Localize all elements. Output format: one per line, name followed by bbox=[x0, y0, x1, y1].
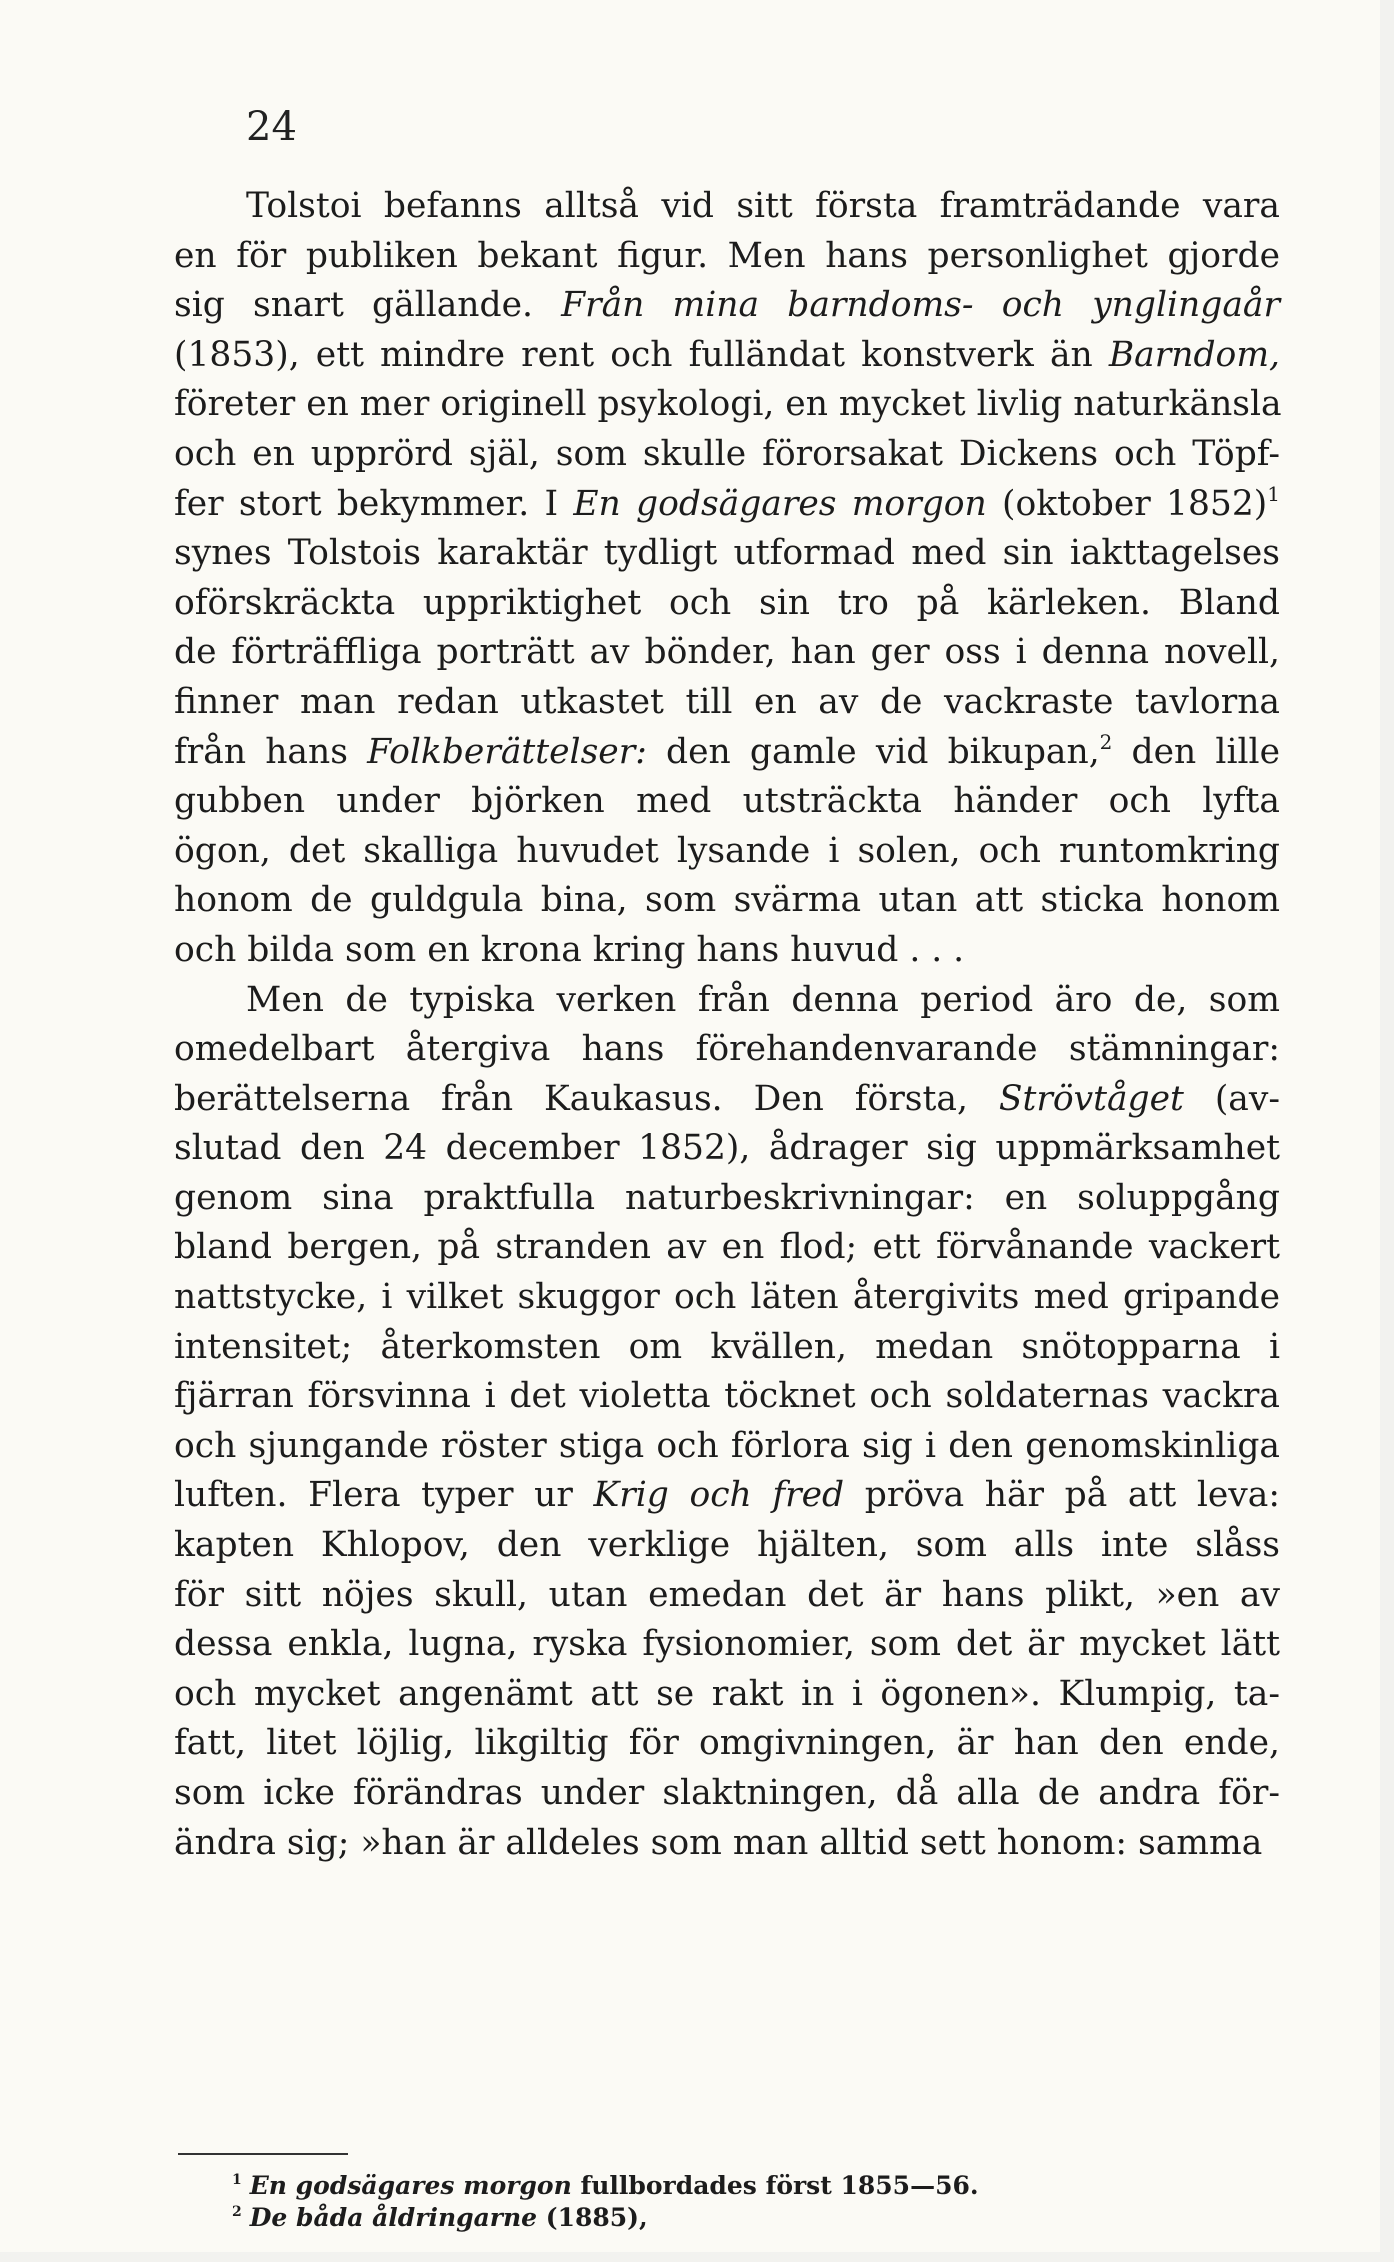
text-line bbox=[174, 1670, 1280, 1720]
italic-title: Krig och fred bbox=[593, 1475, 845, 1516]
text-segment: den lille bbox=[1112, 731, 1280, 772]
text-line bbox=[174, 827, 1280, 877]
text-line bbox=[174, 777, 1280, 827]
text-segment: finner man redan utkastet till en av de vackraste tavlorna bbox=[174, 681, 1280, 722]
text-line bbox=[174, 1769, 1280, 1819]
text-line bbox=[174, 331, 1280, 381]
text-segment: dessa enkla, lugna, ryska fysionomier, som det är mycket lätt bbox=[174, 1624, 1280, 1665]
text-segment: som icke förändras under slaktningen, då alla de andra för- bbox=[174, 1773, 1280, 1813]
text-segment: sig snart gällande. bbox=[174, 285, 562, 326]
text-segment: slutad den 24 december 1852), ådrager sig uppmärksamhet bbox=[174, 1128, 1280, 1169]
text-segment: Tolstoi befanns alltså vid sitt första framträdande vara bbox=[246, 186, 1280, 226]
text-line bbox=[174, 1819, 1280, 1869]
text-line bbox=[174, 1471, 1280, 1521]
text-segment: och sjungande röster stiga och förlora sig i den genomskinliga bbox=[174, 1425, 1280, 1466]
footnote-item bbox=[232, 2202, 979, 2234]
text-line bbox=[174, 281, 1280, 331]
text-segment: ögon, det skalliga huvudet lysande i solen, och runtomkring bbox=[174, 830, 1280, 871]
text-segment: berättelserna från Kaukasus. Den första, bbox=[174, 1078, 999, 1119]
footnote-divider bbox=[178, 2153, 348, 2155]
footnote-title: De båda åldringarne bbox=[249, 2203, 538, 2232]
text-segment: fatt, litet löjlig, likgiltig för omgivningen, är han den ende, bbox=[174, 1723, 1280, 1764]
text-line bbox=[174, 1223, 1280, 1273]
text-line bbox=[174, 1273, 1280, 1323]
text-line bbox=[174, 926, 1280, 976]
text-segment: luften. Flera typer ur bbox=[174, 1475, 594, 1516]
italic-title: Barndom, bbox=[1108, 334, 1280, 375]
text-segment: intensitet; återkomsten om kvällen, medan snötopparna i bbox=[174, 1326, 1280, 1367]
footnote-text: fullbordades först 1855—56. bbox=[571, 2171, 979, 2200]
body-text bbox=[174, 182, 1280, 1868]
text-line bbox=[174, 1521, 1280, 1571]
text-segment: de förträffliga porträtt av bönder, han ger oss i denna novell, bbox=[174, 632, 1280, 673]
text-line bbox=[174, 1422, 1280, 1472]
text-line bbox=[174, 232, 1280, 282]
text-segment: genom sina praktfulla naturbeskrivningar: en soluppgång bbox=[174, 1177, 1280, 1218]
text-segment: (1853), ett mindre rent och fulländat konstverk än bbox=[174, 334, 1109, 375]
text-segment: och bilda som en krona kring hans huvud . . . bbox=[174, 929, 965, 970]
text-line bbox=[174, 579, 1280, 629]
footnote-title: En godsägares morgon bbox=[249, 2171, 572, 2200]
footnote-item bbox=[232, 2170, 979, 2202]
text-line bbox=[174, 1025, 1280, 1075]
page-number: 24 bbox=[246, 104, 297, 150]
text-line bbox=[174, 430, 1280, 480]
text-segment: från hans bbox=[174, 731, 368, 772]
footnotes bbox=[232, 2170, 979, 2234]
footnote-reference: 2 bbox=[1099, 729, 1113, 754]
text-segment: pröva här på att leva: bbox=[844, 1475, 1280, 1516]
footnote-text: (1885), bbox=[537, 2203, 648, 2232]
italic-title: En godsägares morgon bbox=[573, 483, 987, 524]
text-segment: synes Tolstois karaktär tydligt utformad med sin iakttagelses bbox=[174, 533, 1280, 574]
italic-title: Strövtåget bbox=[998, 1078, 1184, 1119]
text-line bbox=[174, 1719, 1280, 1769]
text-segment: fer stort bekymmer. I bbox=[174, 483, 574, 524]
text-line bbox=[174, 380, 1280, 430]
text-segment: oförskräckta uppriktighet och sin tro på kärleken. Bland bbox=[174, 582, 1280, 623]
text-segment: Men de typiska verken från denna period äro de, som bbox=[246, 979, 1280, 1020]
text-segment: gubben under björken med utsträckta händer och lyfta bbox=[174, 781, 1280, 822]
text-line bbox=[174, 1372, 1280, 1422]
footnote-reference: 1 bbox=[1267, 481, 1280, 506]
text-line bbox=[174, 678, 1280, 728]
text-line bbox=[174, 480, 1280, 530]
text-segment: för sitt nöjes skull, utan emedan det är hans plikt, »en av bbox=[174, 1574, 1280, 1615]
text-segment: (oktober 1852) bbox=[986, 483, 1268, 524]
text-segment: kapten Khlopov, den verklige hjälten, som alls inte slåss bbox=[174, 1525, 1280, 1566]
text-segment: den gamle vid bikupan, bbox=[646, 731, 1100, 772]
text-segment: företer en mer originell psykologi, en mycket livlig naturkänsla bbox=[174, 384, 1282, 425]
text-segment: bland bergen, på stranden av en flod; ett förvånande vackert bbox=[174, 1227, 1280, 1268]
text-line bbox=[174, 1571, 1280, 1621]
text-line bbox=[174, 1323, 1280, 1373]
text-line bbox=[174, 976, 1280, 1026]
footnote-mark: 1 bbox=[232, 2172, 242, 2188]
text-segment: och mycket angenämt att se rakt in i ögonen». Klumpig, ta- bbox=[174, 1673, 1280, 1714]
text-segment: nattstycke, i vilket skuggor och läten återgivits med gripande bbox=[174, 1277, 1280, 1318]
text-line bbox=[174, 1620, 1280, 1670]
text-line bbox=[174, 1174, 1280, 1224]
text-segment: en för publiken bekant figur. Men hans personlighet gjorde bbox=[174, 235, 1280, 276]
italic-title: Folkberättelser: bbox=[367, 731, 647, 772]
text-segment: ändra sig; »han är alldeles som man alltid sett honom: samma bbox=[174, 1822, 1263, 1863]
text-line bbox=[174, 1124, 1280, 1174]
text-line bbox=[174, 628, 1280, 678]
text-line bbox=[174, 876, 1280, 926]
text-segment: (av- bbox=[1183, 1078, 1280, 1119]
text-segment: omedelbart återgiva hans förehandenvarande stämningar: bbox=[174, 1029, 1280, 1070]
text-line bbox=[174, 182, 1280, 232]
text-segment: honom de guldgula bina, som svärma utan att sticka honom bbox=[174, 880, 1280, 921]
text-segment: fjärran försvinna i det violetta töcknet och soldaternas vackra bbox=[174, 1376, 1280, 1417]
text-segment: och en upprörd själ, som skulle förorsakat Dickens och Töpf- bbox=[174, 433, 1280, 474]
text-line bbox=[174, 728, 1280, 778]
footnote-mark: 2 bbox=[232, 2204, 242, 2220]
text-line bbox=[174, 1075, 1280, 1125]
italic-title: Från mina barndoms- och ynglingaår bbox=[561, 285, 1280, 326]
text-line bbox=[174, 529, 1280, 579]
